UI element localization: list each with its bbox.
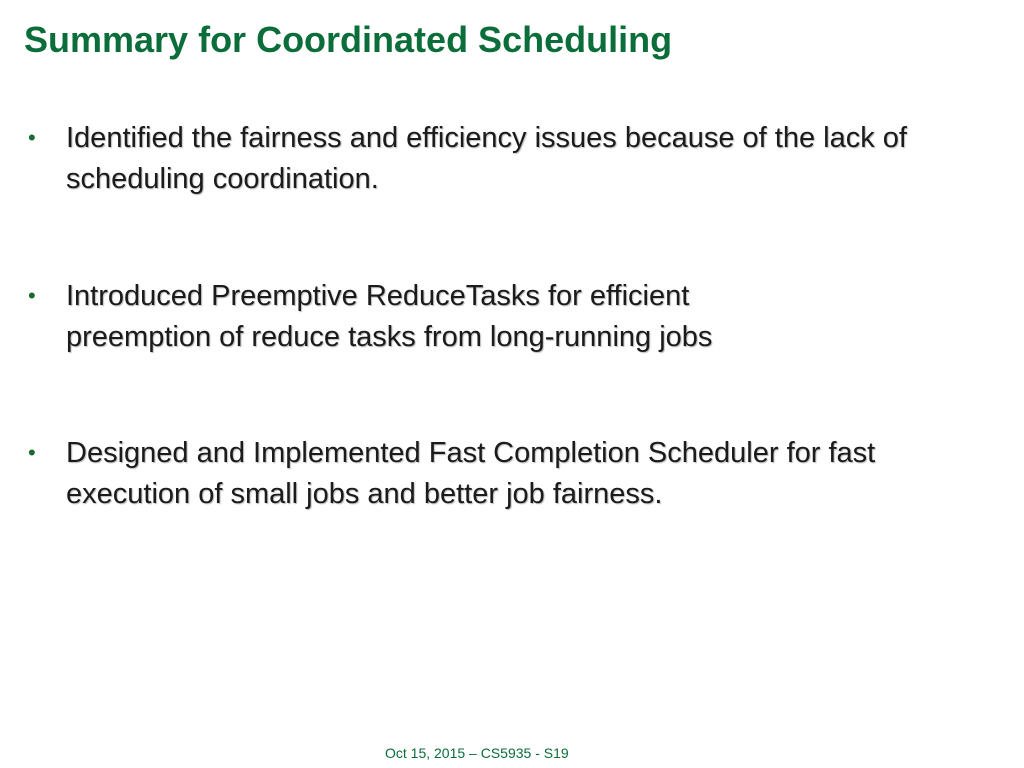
bullet-text: Identified the fairness and efficiency issues because of the lack of scheduling coordination. — [66, 122, 907, 195]
bullet-text: Designed and Implemented Fast Completion Scheduler for fast execution of small jobs and better job fairness. — [66, 437, 876, 510]
bullet-dot-icon: • — [28, 125, 36, 150]
bullet-item — [28, 276, 978, 358]
slide-title: Summary for Coordinated Scheduling — [24, 19, 673, 60]
bullet-item — [28, 118, 978, 200]
bullet-item — [28, 433, 978, 515]
bullet-dot-icon: • — [28, 440, 36, 465]
slide-footer: Oct 15, 2015 – CS5935 - S19 — [385, 745, 569, 761]
bullet-text: Introduced Preemptive ReduceTasks for efficient preemption of reduce tasks from long-running jobs — [66, 280, 713, 353]
bullet-dot-icon: • — [28, 283, 36, 308]
